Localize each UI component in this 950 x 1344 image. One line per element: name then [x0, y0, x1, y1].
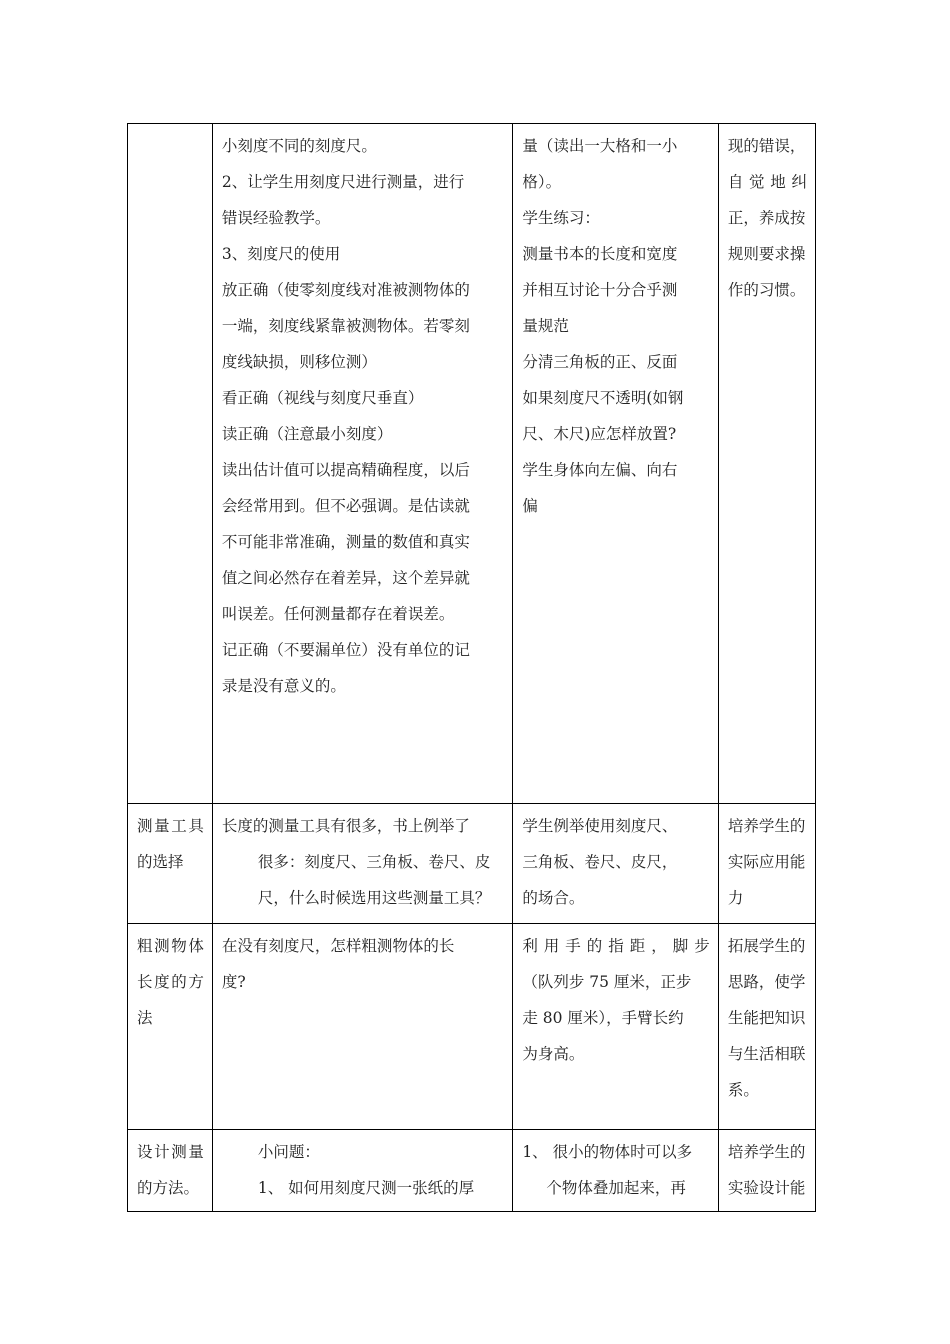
text-line: 学生例举使用刻度尺、: [522, 817, 678, 835]
text-line: 分清三角板的正、反面: [522, 353, 678, 371]
text-line: 长度的方: [137, 973, 204, 991]
text-line: 偏: [522, 497, 538, 515]
text-line: 现的错误，: [727, 137, 806, 155]
text-line: 读出估计值可以提高精确程度，以后: [221, 461, 470, 479]
teacher-activity-cell: [212, 124, 512, 804]
text-line: 为身高。: [522, 1045, 585, 1063]
text-line: 一端，刻度线紧靠被测物体。若零刻: [221, 317, 470, 335]
text-line: 系。: [727, 1081, 759, 1099]
text-line: 小问题：: [257, 1143, 320, 1161]
text-line: 学生练习：: [522, 209, 600, 227]
text-line: 会经常用到。但不必强调。是估读就: [221, 497, 470, 515]
table-row: [128, 1130, 816, 1212]
text-line: 叫误差。任何测量都存在着误差。: [221, 605, 455, 623]
text-line: 看正确（视线与刻度尺垂直）: [221, 389, 424, 407]
section-title-cell: [128, 924, 213, 1130]
teacher-activity-cell: [212, 924, 512, 1130]
text-line: 个物体叠加起来，再: [546, 1179, 686, 1197]
teacher-activity-cell: [212, 804, 512, 924]
text-line: 自觉地纠: [727, 173, 807, 191]
text-line: 粗测物体: [137, 937, 204, 955]
text-line: 录是没有意义的。: [221, 677, 346, 695]
text-line: 放正确（使零刻度线对准被测物体的: [221, 281, 470, 299]
text-line: 值之间必然存在着差异，这个差异就: [221, 569, 470, 587]
section-title-cell: [128, 124, 213, 804]
text-line: 度线缺损，则移位测）: [221, 353, 377, 371]
text-line: 三角板、卷尺、皮尺，: [522, 853, 678, 871]
text-line: 度?: [221, 973, 246, 991]
text-line: 量（读出一大格和一小: [522, 137, 678, 155]
text-line: 设计测量: [137, 1143, 204, 1161]
text-line: 的场合。: [522, 889, 585, 907]
text-line: 1、 很小的物体时可以多: [522, 1143, 693, 1161]
text-line: 长度的测量工具有很多，书上例举了: [221, 817, 470, 835]
student-activity-cell: [513, 924, 719, 1130]
text-line: 测量工具: [137, 817, 204, 835]
text-line: 与生活相联: [727, 1045, 806, 1063]
text-line: 很多：刻度尺、三角板、卷尺、皮: [257, 853, 491, 871]
text-line: 不可能非常准确，测量的数值和真实: [221, 533, 470, 551]
text-line: 如果刻度尺不透明(如钢: [522, 389, 684, 407]
text-line: 生能把知识: [727, 1009, 806, 1027]
text-line: 尺、木尺)应怎样放置?: [522, 425, 677, 443]
table-row: [128, 924, 816, 1130]
text-line: 力: [727, 889, 744, 907]
text-line: 法: [137, 1009, 153, 1027]
text-line: 拓展学生的: [727, 937, 806, 955]
text-line: 利用手的指距，脚步: [522, 937, 710, 955]
text-line: 实验设计能: [727, 1179, 806, 1197]
text-line: 量规范: [522, 317, 569, 335]
text-line: 的方法。: [137, 1179, 200, 1197]
text-line: 1、 如何用刻度尺测一张纸的厚: [257, 1179, 475, 1197]
student-activity-cell: [513, 804, 719, 924]
text-line: 记正确（不要漏单位）没有单位的记: [221, 641, 470, 659]
text-line: 规则要求操: [727, 245, 806, 263]
table-row: [128, 124, 816, 804]
text-line: 在没有刻度尺，怎样粗测物体的长: [221, 937, 455, 955]
text-line: 2、让学生用刻度尺进行测量，进行: [221, 173, 465, 191]
section-title-cell: [128, 1130, 213, 1212]
text-line: 实际应用能: [727, 853, 806, 871]
lesson-plan-table: [127, 123, 816, 1212]
teacher-activity-cell: [212, 1130, 512, 1212]
text-line: 培养学生的: [727, 1143, 806, 1161]
section-title-cell: [128, 804, 213, 924]
text-line: 测量书本的长度和宽度: [522, 245, 678, 263]
text-line: （队列步 75 厘米，正步: [522, 973, 692, 991]
text-line: 的选择: [137, 853, 184, 871]
design-intent-cell: [718, 804, 815, 924]
text-line: 学生身体向左偏、向右: [522, 461, 678, 479]
text-line: 培养学生的: [727, 817, 806, 835]
text-line: 作的习惯。: [727, 281, 806, 299]
text-line: 思路，使学: [727, 973, 806, 991]
design-intent-cell: [718, 924, 815, 1130]
text-line: 走 80 厘米），手臂长约: [522, 1009, 684, 1027]
text-line: 尺，什么时候选用这些测量工具？: [257, 889, 491, 907]
text-line: 格）。: [522, 173, 562, 191]
student-activity-cell: [513, 1130, 719, 1212]
text-line: 3、刻度尺的使用: [221, 245, 341, 263]
design-intent-cell: [718, 1130, 815, 1212]
text-line: 小刻度不同的刻度尺。: [221, 137, 377, 155]
student-activity-cell: [513, 124, 719, 804]
text-line: 并相互讨论十分合乎测: [522, 281, 678, 299]
table-row: [128, 804, 816, 924]
text-line: 错误经验教学。: [221, 209, 331, 227]
text-line: 读正确（注意最小刻度）: [221, 425, 393, 443]
design-intent-cell: [718, 124, 815, 804]
text-line: 正，养成按: [727, 209, 806, 227]
